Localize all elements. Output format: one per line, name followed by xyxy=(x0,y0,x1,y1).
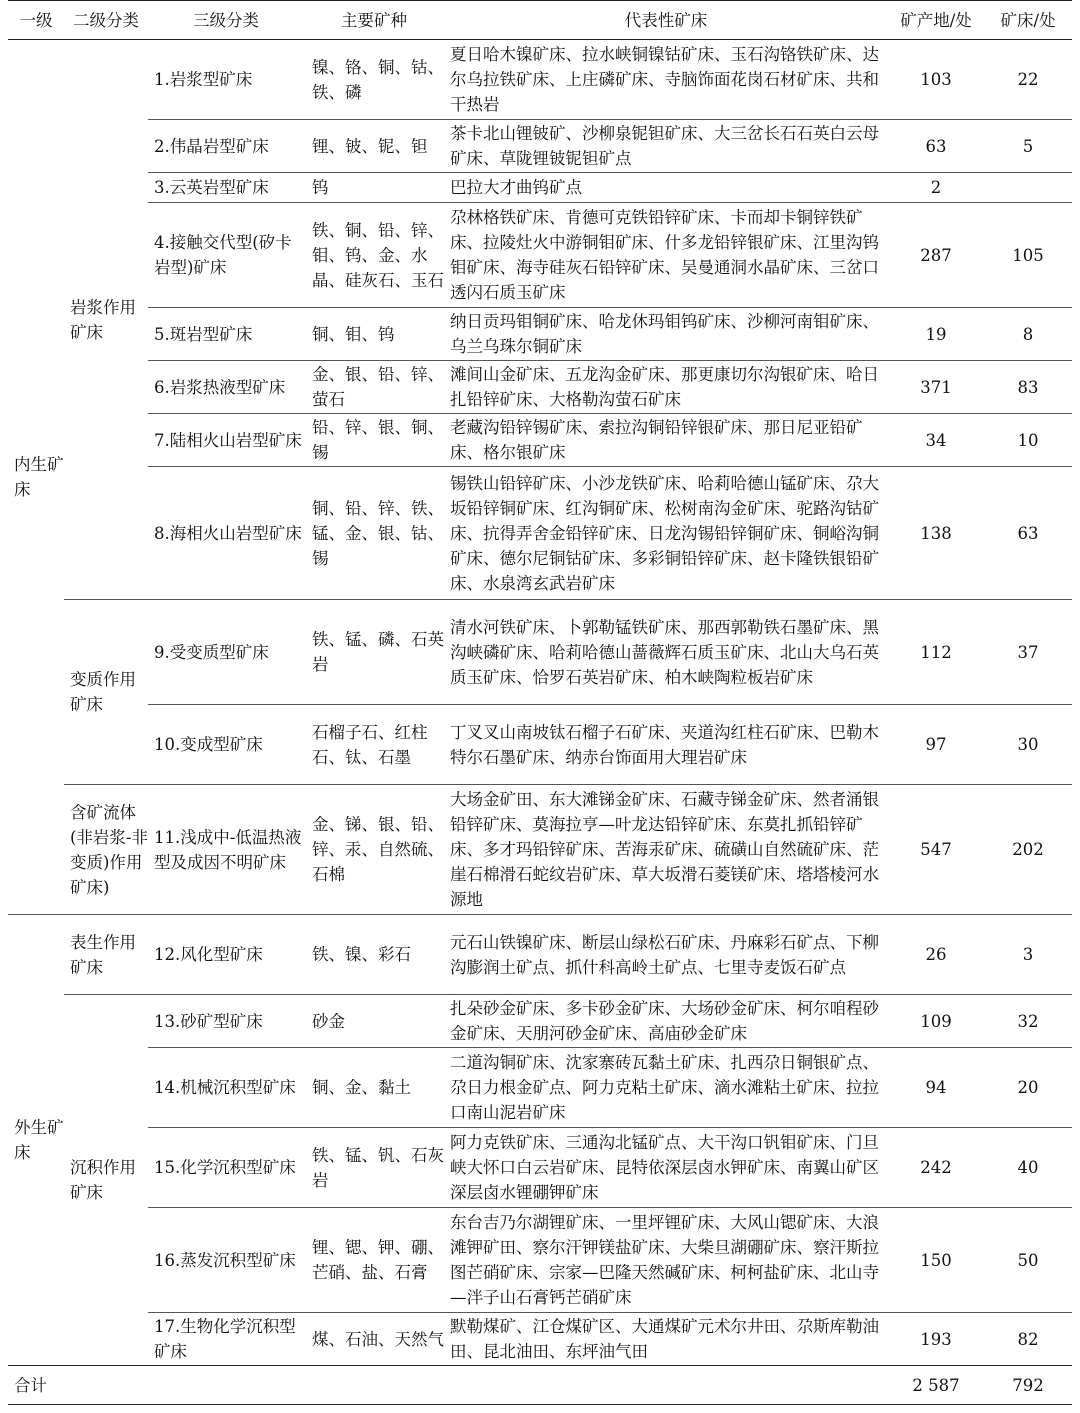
table-row xyxy=(8,1128,1072,1208)
row-deposits: 二道沟铜矿床、沈家寨砖瓦黏土矿床、扎西尕日铜银矿点、尕日力根金矿点、阿力克粘土矿床、滴水滩粘土矿床、拉拉口南山泥岩矿床 xyxy=(444,1048,888,1128)
row-count: 202 xyxy=(984,785,1072,915)
row-sites: 109 xyxy=(888,995,984,1048)
total-row xyxy=(8,1366,1072,1405)
table-row xyxy=(8,361,1072,414)
row-deposits: 丁叉叉山南坡钛石榴子石矿床、夹道沟红柱石矿床、巴勒木特尔石墨矿床、纳赤台饰面用大理岩矿床 xyxy=(444,705,888,785)
row-deposits: 清水河铁矿床、卜郭勒锰铁矿床、那西郭勒铁石墨矿床、黑沟峡磷矿床、哈莉哈德山蔷薇辉石质玉矿床、北山大乌石英质玉矿床、恰罗石英岩矿床、柏木峡陶粒板岩矿床 xyxy=(444,600,888,705)
row-count: 50 xyxy=(984,1208,1072,1313)
row-sites: 547 xyxy=(888,785,984,915)
row-type: 16.蒸发沉积型矿床 xyxy=(148,1208,304,1313)
row-count: 83 xyxy=(984,361,1072,414)
row-minerals: 铜、钼、钨 xyxy=(304,308,444,361)
row-count: 22 xyxy=(1017,70,1039,89)
row-minerals: 金、锑、银、铅、锌、汞、自然硫、石棉 xyxy=(304,785,444,915)
row-deposits: 尕林格铁矿床、肯德可克铁铅锌矿床、卡而却卡铜锌铁矿床、拉陵灶火中游铜钼矿床、什多龙铅锌银矿床、江里沟钨钼矿床、海寺硅灰石铅锌矿床、吴曼通洞水晶矿床、三岔口透闪石质玉矿床 xyxy=(444,203,888,308)
row-type: 8.海相火山岩型矿床 xyxy=(148,467,304,600)
row-minerals: 砂金 xyxy=(304,995,444,1048)
row-count: 3 xyxy=(984,915,1072,995)
row-minerals: 锂、铍、铌、钽 xyxy=(304,120,444,173)
table-row xyxy=(8,1208,1072,1313)
table-row xyxy=(8,467,1072,600)
row-deposits: 纳日贡玛钼铜矿床、哈龙休玛钼钨矿床、沙柳河南钼矿床、乌兰乌珠尔铜矿床 xyxy=(444,308,888,361)
row-sites: 242 xyxy=(888,1128,984,1208)
row-sites: 63 xyxy=(888,120,984,173)
table-row xyxy=(8,173,1072,203)
level2-magmatic: 岩浆作用矿床 xyxy=(70,297,136,342)
row-sites: 97 xyxy=(888,705,984,785)
row-type: 15.化学沉积型矿床 xyxy=(148,1128,304,1208)
row-minerals: 铜、金、黏土 xyxy=(304,1048,444,1128)
table-row xyxy=(8,40,1072,120)
row-minerals: 铁、铜、铅、锌、钼、钨、金、水晶、硅灰石、玉石 xyxy=(304,203,444,308)
row-minerals: 铅、锌、银、铜、锡 xyxy=(304,414,444,467)
row-count: 40 xyxy=(984,1128,1072,1208)
row-sites: 150 xyxy=(888,1208,984,1313)
row-minerals: 锂、锶、钾、硼、芒硝、盐、石膏 xyxy=(304,1208,444,1313)
row-type: 12.风化型矿床 xyxy=(148,915,304,995)
row-minerals: 铁、锰、磷、石英岩 xyxy=(304,600,444,705)
row-count: 37 xyxy=(984,600,1072,705)
row-sites: 287 xyxy=(888,203,984,308)
row-sites: 193 xyxy=(888,1313,984,1366)
header-deposits: 代表性矿床 xyxy=(444,1,888,40)
header-row xyxy=(8,1,1072,40)
level2-fluid: 含矿流体(非岩浆-非变质)作用矿床) xyxy=(64,785,148,915)
row-sites: 19 xyxy=(888,308,984,361)
row-count: 32 xyxy=(984,995,1072,1048)
row-sites: 371 xyxy=(888,361,984,414)
row-sites: 138 xyxy=(888,467,984,600)
table-row xyxy=(8,1313,1072,1366)
row-sites: 112 xyxy=(888,600,984,705)
table-row xyxy=(8,414,1072,467)
row-minerals: 铜、铅、锌、铁、锰、金、银、钴、锡 xyxy=(304,467,444,600)
level2-supergene: 表生作用矿床 xyxy=(64,915,148,995)
row-count: 5 xyxy=(984,120,1072,173)
row-count: 20 xyxy=(984,1048,1072,1128)
row-minerals: 金、银、铅、锌、萤石 xyxy=(304,361,444,414)
header-sites: 矿产地/处 xyxy=(888,1,984,40)
table-row xyxy=(8,600,1072,705)
row-type: 14.机械沉积型矿床 xyxy=(148,1048,304,1128)
row-type: 1.岩浆型矿床 xyxy=(154,70,253,89)
level1-exogenous: 外生矿床 xyxy=(8,915,64,1366)
row-type: 10.变成型矿床 xyxy=(148,705,304,785)
row-sites: 26 xyxy=(888,915,984,995)
row-deposits: 元石山铁镍矿床、断层山绿松石矿床、丹麻彩石矿点、下柳沟膨润土矿点、抓什科高岭土矿点、七里寺麦饭石矿点 xyxy=(444,915,888,995)
row-deposits: 东台吉乃尔湖锂矿床、一里坪锂矿床、大风山锶矿床、大浪滩钾矿田、察尔汗钾镁盐矿床、大柴旦湖硼矿床、察汗斯拉图芒硝矿床、宗家—巴隆天然碱矿床、柯柯盐矿床、北山寺—泮子山石膏钙芒硝矿床 xyxy=(444,1208,888,1313)
header-level3: 三级分类 xyxy=(148,1,304,40)
row-type: 6.岩浆热液型矿床 xyxy=(148,361,304,414)
table-row xyxy=(8,308,1072,361)
header-level2: 二级分类 xyxy=(64,1,148,40)
row-deposits: 锡铁山铅锌矿床、小沙龙铁矿床、哈莉哈德山锰矿床、尕大坂铅锌铜矿床、红沟铜矿床、松树南沟金矿床、驼路沟钴矿床、抗得弄舍金铅锌矿床、日龙沟锡铅锌铜矿床、铜峪沟铜矿床、德尔尼铜钴矿床、多彩铜铅锌矿床、赵卡隆铁银铅矿床、水泉湾玄武岩矿床 xyxy=(444,467,888,600)
row-minerals: 镍、铬、铜、钴、铁、磷 xyxy=(312,57,444,102)
row-deposits: 巴拉大才曲钨矿点 xyxy=(444,173,888,203)
deposit-classification-table xyxy=(8,0,1072,1405)
row-sites: 2 xyxy=(888,173,984,203)
row-minerals: 钨 xyxy=(304,173,444,203)
row-sites: 94 xyxy=(888,1048,984,1128)
table-row xyxy=(8,785,1072,915)
row-count: 63 xyxy=(984,467,1072,600)
row-minerals: 铁、镍、彩石 xyxy=(304,915,444,995)
row-deposits: 夏日哈木镍矿床、拉水峡铜镍钴矿床、玉石沟铬铁矿床、达尔乌拉铁矿床、上庄磷矿床、寺脑饰面花岗石材矿床、共和干热岩 xyxy=(450,45,879,114)
level2-sedimentary: 沉积作用矿床 xyxy=(64,995,148,1366)
row-count: 10 xyxy=(984,414,1072,467)
row-type: 11.浅成中-低温热液型及成因不明矿床 xyxy=(148,785,304,915)
row-sites: 34 xyxy=(888,414,984,467)
row-type: 9.受变质型矿床 xyxy=(148,600,304,705)
row-deposits: 默勒煤矿、江仓煤矿区、大通煤矿元术尔井田、尕斯库勒油田、昆北油田、东坪油气田 xyxy=(444,1313,888,1366)
row-type: 7.陆相火山岩型矿床 xyxy=(148,414,304,467)
row-minerals: 石榴子石、红柱石、钛、石墨 xyxy=(304,705,444,785)
row-deposits: 阿力克铁矿床、三通沟北锰矿点、大干沟口钒钼矿床、门旦峡大怀口白云岩矿床、昆特依深层卤水钾矿床、南翼山矿区深层卤水锂硼钾矿床 xyxy=(444,1128,888,1208)
row-count: 30 xyxy=(984,705,1072,785)
header-count: 矿床/处 xyxy=(984,1,1072,40)
row-count: 82 xyxy=(984,1313,1072,1366)
row-type: 4.接触交代型(矽卡岩型)矿床 xyxy=(148,203,304,308)
row-type: 3.云英岩型矿床 xyxy=(148,173,304,203)
row-deposits: 扎朵砂金矿床、多卡砂金矿床、大场砂金矿床、柯尔咱程砂金矿床、天朋河砂金矿床、高庙砂金矿床 xyxy=(444,995,888,1048)
level1-endogenous: 内生矿床 xyxy=(14,455,64,499)
table-row xyxy=(8,995,1072,1048)
total-count: 792 xyxy=(984,1366,1072,1405)
row-type: 13.砂矿型矿床 xyxy=(148,995,304,1048)
row-minerals: 铁、锰、钒、石灰岩 xyxy=(304,1128,444,1208)
row-sites: 103 xyxy=(920,70,952,89)
table-row xyxy=(8,705,1072,785)
table-row xyxy=(8,120,1072,173)
total-label: 合计 xyxy=(8,1366,64,1405)
header-minerals: 主要矿种 xyxy=(304,1,444,40)
row-count xyxy=(984,173,1072,203)
header-level1: 一级 xyxy=(8,1,64,40)
row-deposits: 滩间山金矿床、五龙沟金矿床、那更康切尔沟银矿床、哈日扎铅锌矿床、大格勒沟萤石矿床 xyxy=(444,361,888,414)
row-minerals: 煤、石油、天然气 xyxy=(304,1313,444,1366)
row-deposits: 老藏沟铅锌锡矿床、索拉沟铜铅锌银矿床、那日尼亚铅矿床、格尔银矿床 xyxy=(444,414,888,467)
row-type: 2.伟晶岩型矿床 xyxy=(148,120,304,173)
row-type: 17.生物化学沉积型矿床 xyxy=(148,1313,304,1366)
total-sites: 2 587 xyxy=(888,1366,984,1405)
row-count: 8 xyxy=(984,308,1072,361)
table-row xyxy=(8,915,1072,995)
row-deposits: 大场金矿田、东大滩锑金矿床、石藏寺锑金矿床、然者涌银铅锌矿床、莫海拉亨—叶龙达铅锌矿床、东莫扎抓铅锌矿床、多才玛铅锌矿床、苦海汞矿床、硫磺山自然硫矿床、茫崖石棉滑石蛇纹岩矿床、草大坂滑石菱镁矿床、塔塔棱河水源地 xyxy=(444,785,888,915)
row-type: 5.斑岩型矿床 xyxy=(148,308,304,361)
level2-metamorphic: 变质作用矿床 xyxy=(64,600,148,785)
table-row xyxy=(8,203,1072,308)
row-deposits: 茶卡北山锂铍矿、沙柳泉铌钽矿床、大三岔长石石英白云母矿床、草陇锂铍铌钽矿点 xyxy=(444,120,888,173)
row-count: 105 xyxy=(984,203,1072,308)
table-row xyxy=(8,1048,1072,1128)
